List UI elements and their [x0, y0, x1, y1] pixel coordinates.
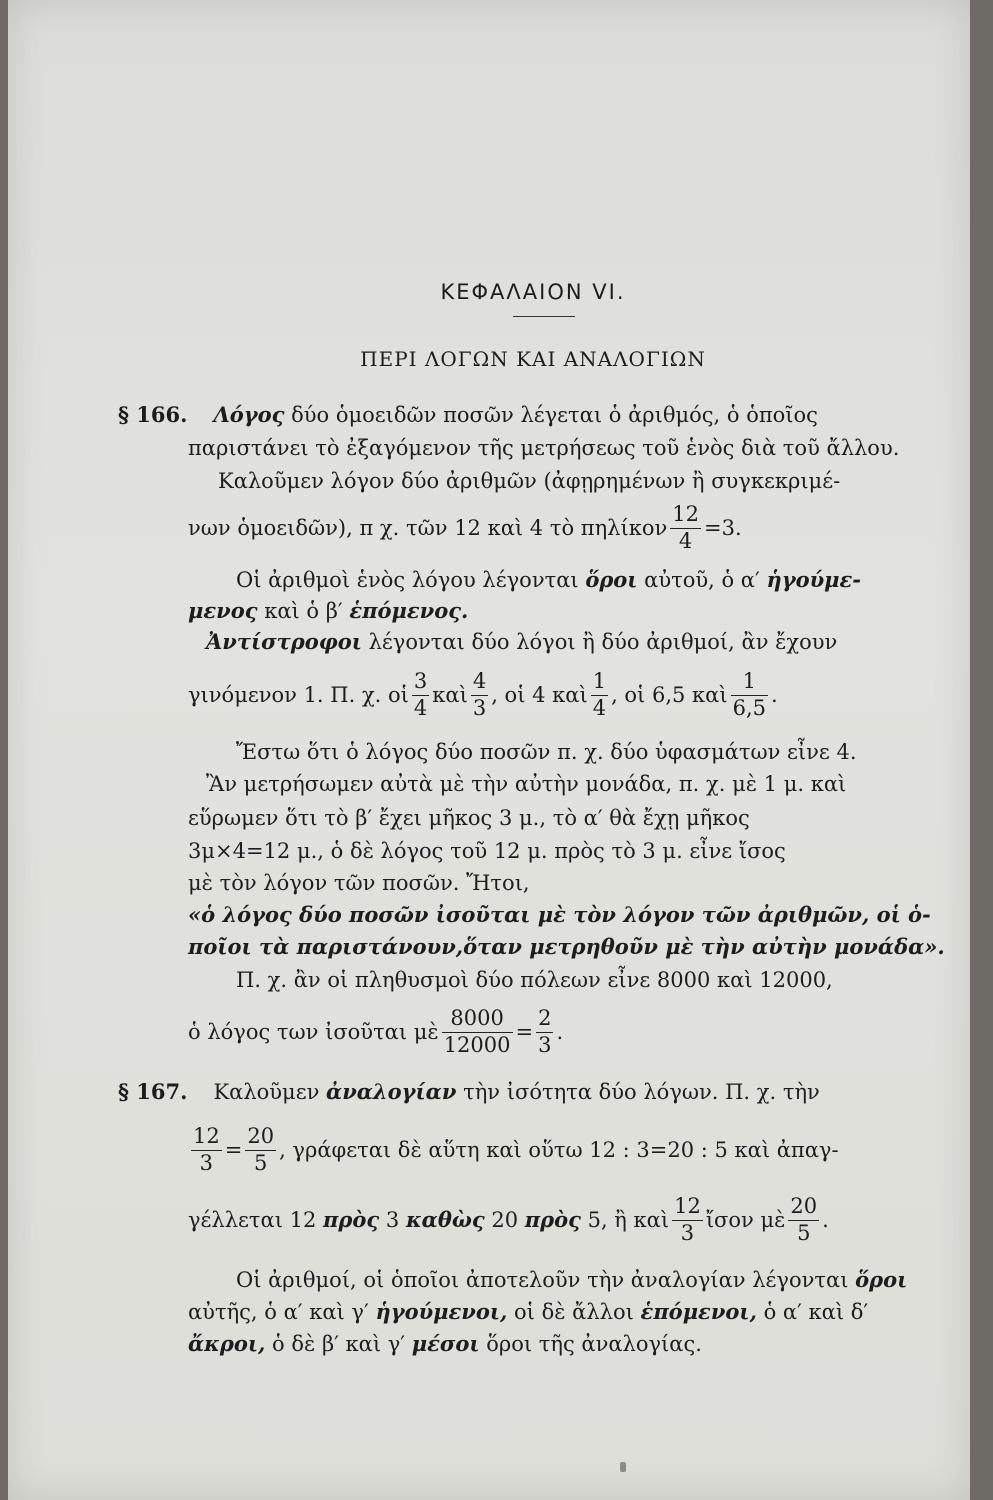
section-number: § 166.: [118, 402, 188, 427]
s167-line-2: $\frac{12}{3}$ = $\frac{20}{5}$ , γράφεται δὲ αὕτη καὶ οὕτω 12 : 3=20 : 5 καὶ ἀπαγ-: [193, 1124, 839, 1175]
s166-line-7: Ἀντίστροφοι λέγονται δύο λόγοι ἢ δύο ἀριθμοί, ἂν ἔχουν: [206, 629, 838, 654]
term: ἑπόμενος.: [349, 598, 469, 623]
term: ἡγούμενοι,: [375, 1299, 508, 1324]
fraction: $\frac{12}{3}$: [193, 1124, 220, 1175]
term: Λόγος: [213, 402, 285, 427]
fraction: $\frac{1}{4}$: [592, 669, 607, 720]
s166-line-11: εὕρωμεν ὅτι τὸ β′ ἔχει μῆκος 3 μ., τὸ α′ θὰ ἔχῃ μῆκος: [188, 806, 750, 830]
s166-rule-quote-2: ποῖοι τὰ παριστάνουν,ὅταν μετρηθοῦν μὲ τὴν αὐτὴν μονάδα».: [188, 934, 945, 959]
scanned-page: [8, 0, 970, 1500]
fraction: $\frac{8000}{12000}$: [443, 1006, 511, 1057]
text: =3.: [703, 516, 742, 540]
fraction: $\frac{2}{3}$: [538, 1006, 552, 1057]
s166-line-1: [118, 400, 818, 430]
fraction: $\frac{12}{4}$: [672, 502, 699, 553]
term: μενος: [188, 598, 258, 623]
fraction: $\frac{12}{3}$: [674, 1194, 701, 1245]
term: Ἀντίστροφοι: [206, 629, 362, 654]
text: νων ὁμοειδῶν), π χ. τῶν 12 καὶ 4 τὸ πηλίκον: [188, 516, 668, 540]
s166-line-6: μενος καὶ ὁ β′ ἑπόμενος.: [188, 598, 469, 623]
s166-line-4: [188, 498, 742, 558]
s166-line-16: Π. χ. ἂν οἱ πληθυσμοὶ δύο πόλεων εἶνε 8000 καὶ 12000,: [236, 968, 833, 992]
s166-line-3: Καλοῦμεν λόγον δύο ἀριθμῶν (ἀφῃρημένων ἢ συγκεκριμέ-: [218, 469, 841, 493]
s166-line-2: παριστάνει τὸ ἐξαγόμενον τῆς μετρήσεως τοῦ ἑνὸς διὰ τοῦ ἄλλου.: [188, 436, 900, 460]
s166-line-13: μὲ τὸν λόγον τῶν ποσῶν. Ἤτοι,: [188, 871, 530, 895]
s166-line-5: Οἱ ἀριθμοὶ ἑνὸς λόγου λέγονται ὅροι αὐτοῦ, ὁ α′ ἡγούμε-: [236, 567, 861, 592]
term: μέσοι: [411, 1331, 480, 1356]
printer-mark: [620, 1462, 626, 1472]
s167-line-1: § 167. Καλοῦμεν ἀναλογίαν τὴν ἰσότητα δύο λόγων. Π. χ. τὴν: [118, 1079, 820, 1104]
s166-line-8: γινόμενον 1. Π. χ. οἱ $\frac{3}{4}$ καὶ $\frac{4}{3}$ , οἱ 4 καὶ $\frac{1}{4}$ , οἱ 6,5 καὶ $\frac{1}{6,5}$ .: [188, 669, 778, 720]
fraction: $\frac{20}{5}$: [247, 1124, 275, 1175]
term: ἀναλογίαν: [326, 1079, 457, 1104]
term: ὅροι: [855, 1267, 908, 1292]
s166-rule-quote-1: «ὁ λόγος δύο ποσῶν ἰσοῦται μὲ τὸν λόγον τῶν ἀριθμῶν, οἱ ὁ-: [188, 902, 931, 927]
text: δύο ὁμοειδῶν ποσῶν λέγεται ὁ ἀριθμός, ὁ ὁποῖος: [291, 403, 818, 427]
s166-line-10: Ἂν μετρήσωμεν αὐτὰ μὲ τὴν αὐτὴν μονάδα, π. χ. μὲ 1 μ. καὶ: [206, 772, 847, 796]
fraction: $\frac{3}{4}$: [413, 669, 428, 720]
term: ἄκροι,: [188, 1331, 266, 1356]
s167-line-6: ἄκροι, ὁ δὲ β′ καὶ γ′ μέσοι ὅροι τῆς ἀναλογίας.: [188, 1331, 702, 1356]
s166-line-17: ὁ λόγος των ἰσοῦται μὲ $\frac{8000}{12000}$ = $\frac{2}{3}$ .: [188, 1006, 564, 1057]
section-number: § 167.: [118, 1079, 188, 1104]
s167-line-3: γέλλεται 12 πρὸς 3 καθὼς 20 πρὸς 5, ἢ καὶ $\frac{12}{3}$ ἴσον μὲ $\frac{20}{5}$ .: [188, 1194, 829, 1245]
chapter-title: ΚΕΦΑΛΑΙΟΝ VI.: [440, 280, 626, 304]
term: ἡγούμε-: [766, 567, 861, 592]
s167-line-5: αὐτῆς, ὁ α′ καὶ γ′ ἡγούμενοι, οἱ δὲ ἄλλοι ἑπόμενοι, ὁ α′ καὶ δ′: [188, 1299, 869, 1324]
term: ἑπόμενοι,: [640, 1299, 757, 1324]
s167-line-4: Οἱ ἀριθμοί, οἱ ὁποῖοι ἀποτελοῦν τὴν ἀναλογίαν λέγονται ὅροι: [236, 1267, 908, 1292]
fraction: $\frac{1}{6,5}$: [732, 669, 766, 720]
s166-line-9: Ἔστω ὅτι ὁ λόγος δύο ποσῶν π. χ. δύο ὑφασμάτων εἶνε 4.: [236, 740, 857, 764]
fraction: $\frac{20}{5}$: [790, 1194, 818, 1245]
s166-line-12: 3μ×4=12 μ., ὁ δὲ λόγος τοῦ 12 μ. πρὸς τὸ 3 μ. εἶνε ἴσος: [188, 839, 786, 863]
title-rule: [513, 316, 575, 317]
term: ὅροι: [585, 567, 638, 592]
fraction: $\frac{4}{3}$: [472, 669, 487, 720]
section-heading: ΠΕΡΙ ΛΟΓΩΝ ΚΑΙ ΑΝΑΛΟΓΙΩΝ: [360, 347, 706, 371]
